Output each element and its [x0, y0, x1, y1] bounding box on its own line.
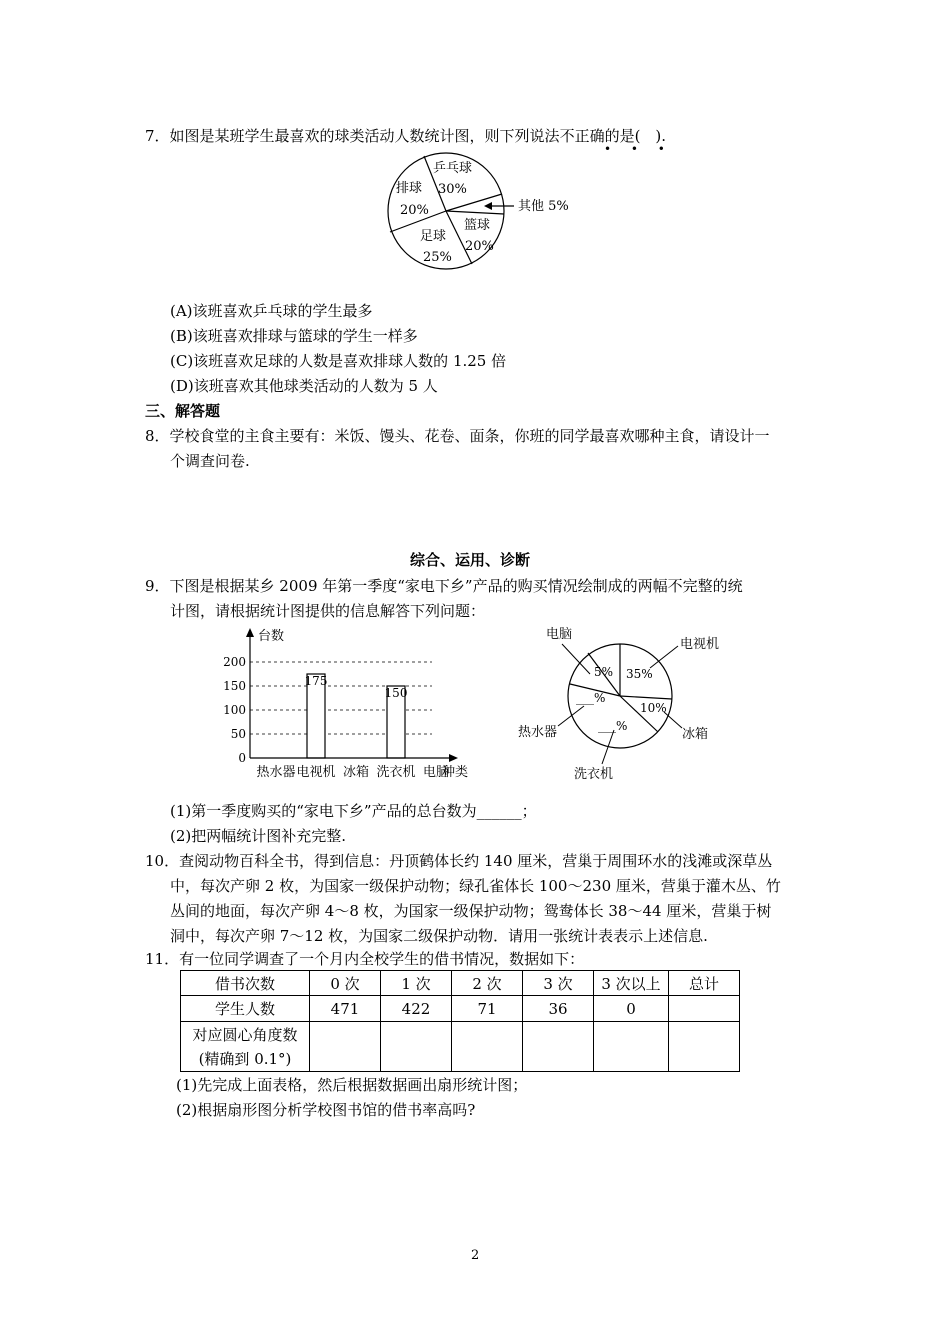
q7-option-b: (B)该班喜欢排球与篮球的学生一样多: [170, 327, 418, 345]
q9-pie-value-heater: ___%: [576, 691, 606, 705]
q7-text-after: 的是( ).: [604, 127, 667, 145]
q7-option-c: (C)该班喜欢足球的人数是喜欢排球人数的 1.25 倍: [170, 352, 507, 370]
angle-label-2: (精确到 0.1°): [198, 1049, 292, 1068]
q7-stem: [145, 126, 666, 146]
q9-sub2: (2)把两幅统计图补充完整.: [170, 827, 347, 845]
bar-y-axis-label: 台数: [258, 629, 285, 644]
table-cell-empty[interactable]: [669, 1022, 740, 1072]
table-cell: 3 次以上: [594, 971, 669, 996]
section-title: 三、解答题: [145, 402, 221, 420]
table-cell: 0 次: [310, 971, 381, 996]
q8-line: 个调查问卷.: [170, 452, 250, 470]
q7-text-before: 如图是某班学生最喜欢的球类活动人数统计图，则下列说法: [169, 127, 560, 145]
table-cell: 借书次数: [181, 971, 310, 996]
q9-pie-leader: [562, 644, 590, 674]
q7-pie-label: 30%: [438, 182, 467, 197]
q7-emphasis: 不正确: [559, 127, 605, 145]
q10-line: 丛间的地面，每次产卵 4～8 枚，为国家一级保护动物；鸳鸯体长 38～44 厘米，营巢于树: [170, 902, 772, 920]
table-cell: 1 次: [381, 971, 452, 996]
bar-value-label: 175: [304, 674, 328, 688]
bar-x-tick-label: 电视机: [296, 765, 336, 780]
table-cell: 422: [381, 996, 452, 1022]
bar-y-axis-arrow: [246, 628, 254, 637]
q9-pie-label-fridge: 冰箱: [682, 727, 709, 742]
table-row: [181, 996, 740, 1022]
bar-y-tick-label: 150: [223, 679, 246, 693]
q11-sub1: (1)先完成上面表格，然后根据数据画出扇形统计图；: [176, 1076, 528, 1094]
q9-pie-value-computer: 5%: [594, 665, 614, 679]
table-cell-empty[interactable]: [452, 1022, 523, 1072]
q9-pie-label-heater: 热水器: [518, 725, 558, 740]
q9-pie-label-tv: 电视机: [680, 637, 720, 652]
bar-x-tick-label: 热水器: [256, 765, 296, 780]
q9-pie-value-tv: 35%: [626, 667, 653, 681]
q9-pie-value-washer: ___%: [598, 719, 628, 733]
q7-pie-label: 篮球: [464, 218, 491, 233]
bar-y-tick-label: 0: [238, 751, 246, 765]
bar-y-tick-label: 100: [223, 703, 246, 717]
q10-line: 中，每次产卵 2 枚，为国家一级保护动物；绿孔雀体长 100～230 厘米，营巢于灌木丛、竹: [170, 877, 781, 895]
table-cell-empty[interactable]: [594, 1022, 669, 1072]
table-cell: 2 次: [452, 971, 523, 996]
borrow-table: [180, 970, 740, 1072]
q7-pie-label: 排球: [396, 181, 423, 196]
bar-x-tick-label: 洗衣机: [376, 765, 416, 780]
bar-x-axis-arrow: [449, 754, 458, 762]
q10-line: 洞中，每次产卵 7～12 枚，为国家二级保护动物．请用一张统计表表示上述信息.: [170, 927, 708, 945]
table-cell: 71: [452, 996, 523, 1022]
q11-sub2: (2)根据扇形图分析学校图书馆的借书率高吗?: [176, 1101, 476, 1119]
q9-pie-chart: [510, 626, 740, 786]
q7-pie-label: 其他 5%: [518, 199, 569, 214]
bar-y-tick-label: 200: [223, 655, 246, 669]
table-cell: [669, 996, 740, 1022]
bar-x-axis-label: 种类: [442, 765, 469, 780]
table-cell-empty[interactable]: [381, 1022, 452, 1072]
q7-option-a: (A)该班喜欢乒乓球的学生最多: [170, 302, 373, 320]
q9-pie-label-washer: 洗衣机: [574, 767, 614, 782]
table-row: [181, 971, 740, 996]
emphasis-dots: • • •: [604, 142, 673, 156]
q7-pie-label: 20%: [400, 203, 429, 218]
bar-value-label: 150: [384, 686, 408, 700]
q9-pie-value-fridge: 10%: [640, 701, 667, 715]
q8-line: 8．学校食堂的主食主要有：米饭、馒头、花卷、面条，你班的同学最喜欢哪种主食，请设计一: [145, 427, 770, 445]
q9-pie-divider: [620, 696, 672, 699]
q7-pie-chart: [380, 150, 580, 276]
table-cell: 471: [310, 996, 381, 1022]
q7-pie-divider: [446, 211, 504, 214]
table-cell: 3 次: [523, 971, 594, 996]
table-cell-empty[interactable]: [310, 1022, 381, 1072]
bar-x-tick-label: 电脑: [422, 765, 450, 780]
q10-line: 10．查阅动物百科全书，得到信息：丹顶鹤体长约 140 厘米，营巢于周围环水的浅滩或深草丛: [145, 852, 773, 870]
q9-line: 9．下图是根据某乡 2009 年第一季度“家电下乡”产品的购买情况绘制成的两幅不完整的统: [145, 577, 743, 595]
q9-bar-chart: [223, 626, 476, 786]
table-cell: 学生人数: [181, 996, 310, 1022]
table-cell: 0: [594, 996, 669, 1022]
table-row: [181, 1022, 740, 1072]
q9-pie-label-computer: 电脑: [546, 627, 573, 642]
table-cell: [181, 1022, 310, 1072]
q7-pie-arrow-head: [484, 202, 492, 210]
table-cell: 总计: [669, 971, 740, 996]
q7-option-d: (D)该班喜欢其他球类活动的人数为 5 人: [170, 377, 438, 395]
q9-sub1: (1)第一季度购买的“家电下乡”产品的总台数为______；: [170, 802, 537, 820]
q9-pie-leader: [558, 706, 584, 726]
q7-pie-label: 足球: [420, 229, 447, 244]
section-title: 综合、运用、诊断: [410, 551, 531, 569]
q7-pie-label: 乒乓球: [433, 161, 473, 176]
table-cell-empty[interactable]: [523, 1022, 594, 1072]
bar-y-tick-label: 50: [230, 727, 246, 741]
q9-line: 计图，请根据统计图提供的信息解答下列问题：: [170, 602, 486, 620]
bar-x-tick-label: 冰箱: [342, 765, 370, 780]
q11-line: 11．有一位同学调查了一个月内全校学生的借书情况，数据如下：: [145, 950, 585, 968]
q7-number: 7．: [145, 127, 170, 145]
q7-pie-label: 25%: [423, 250, 452, 265]
angle-label-1: 对应圆心角度数: [192, 1025, 298, 1044]
page-number: 2: [471, 1248, 480, 1263]
q7-pie-label: 20%: [465, 239, 494, 254]
table-cell: 36: [523, 996, 594, 1022]
